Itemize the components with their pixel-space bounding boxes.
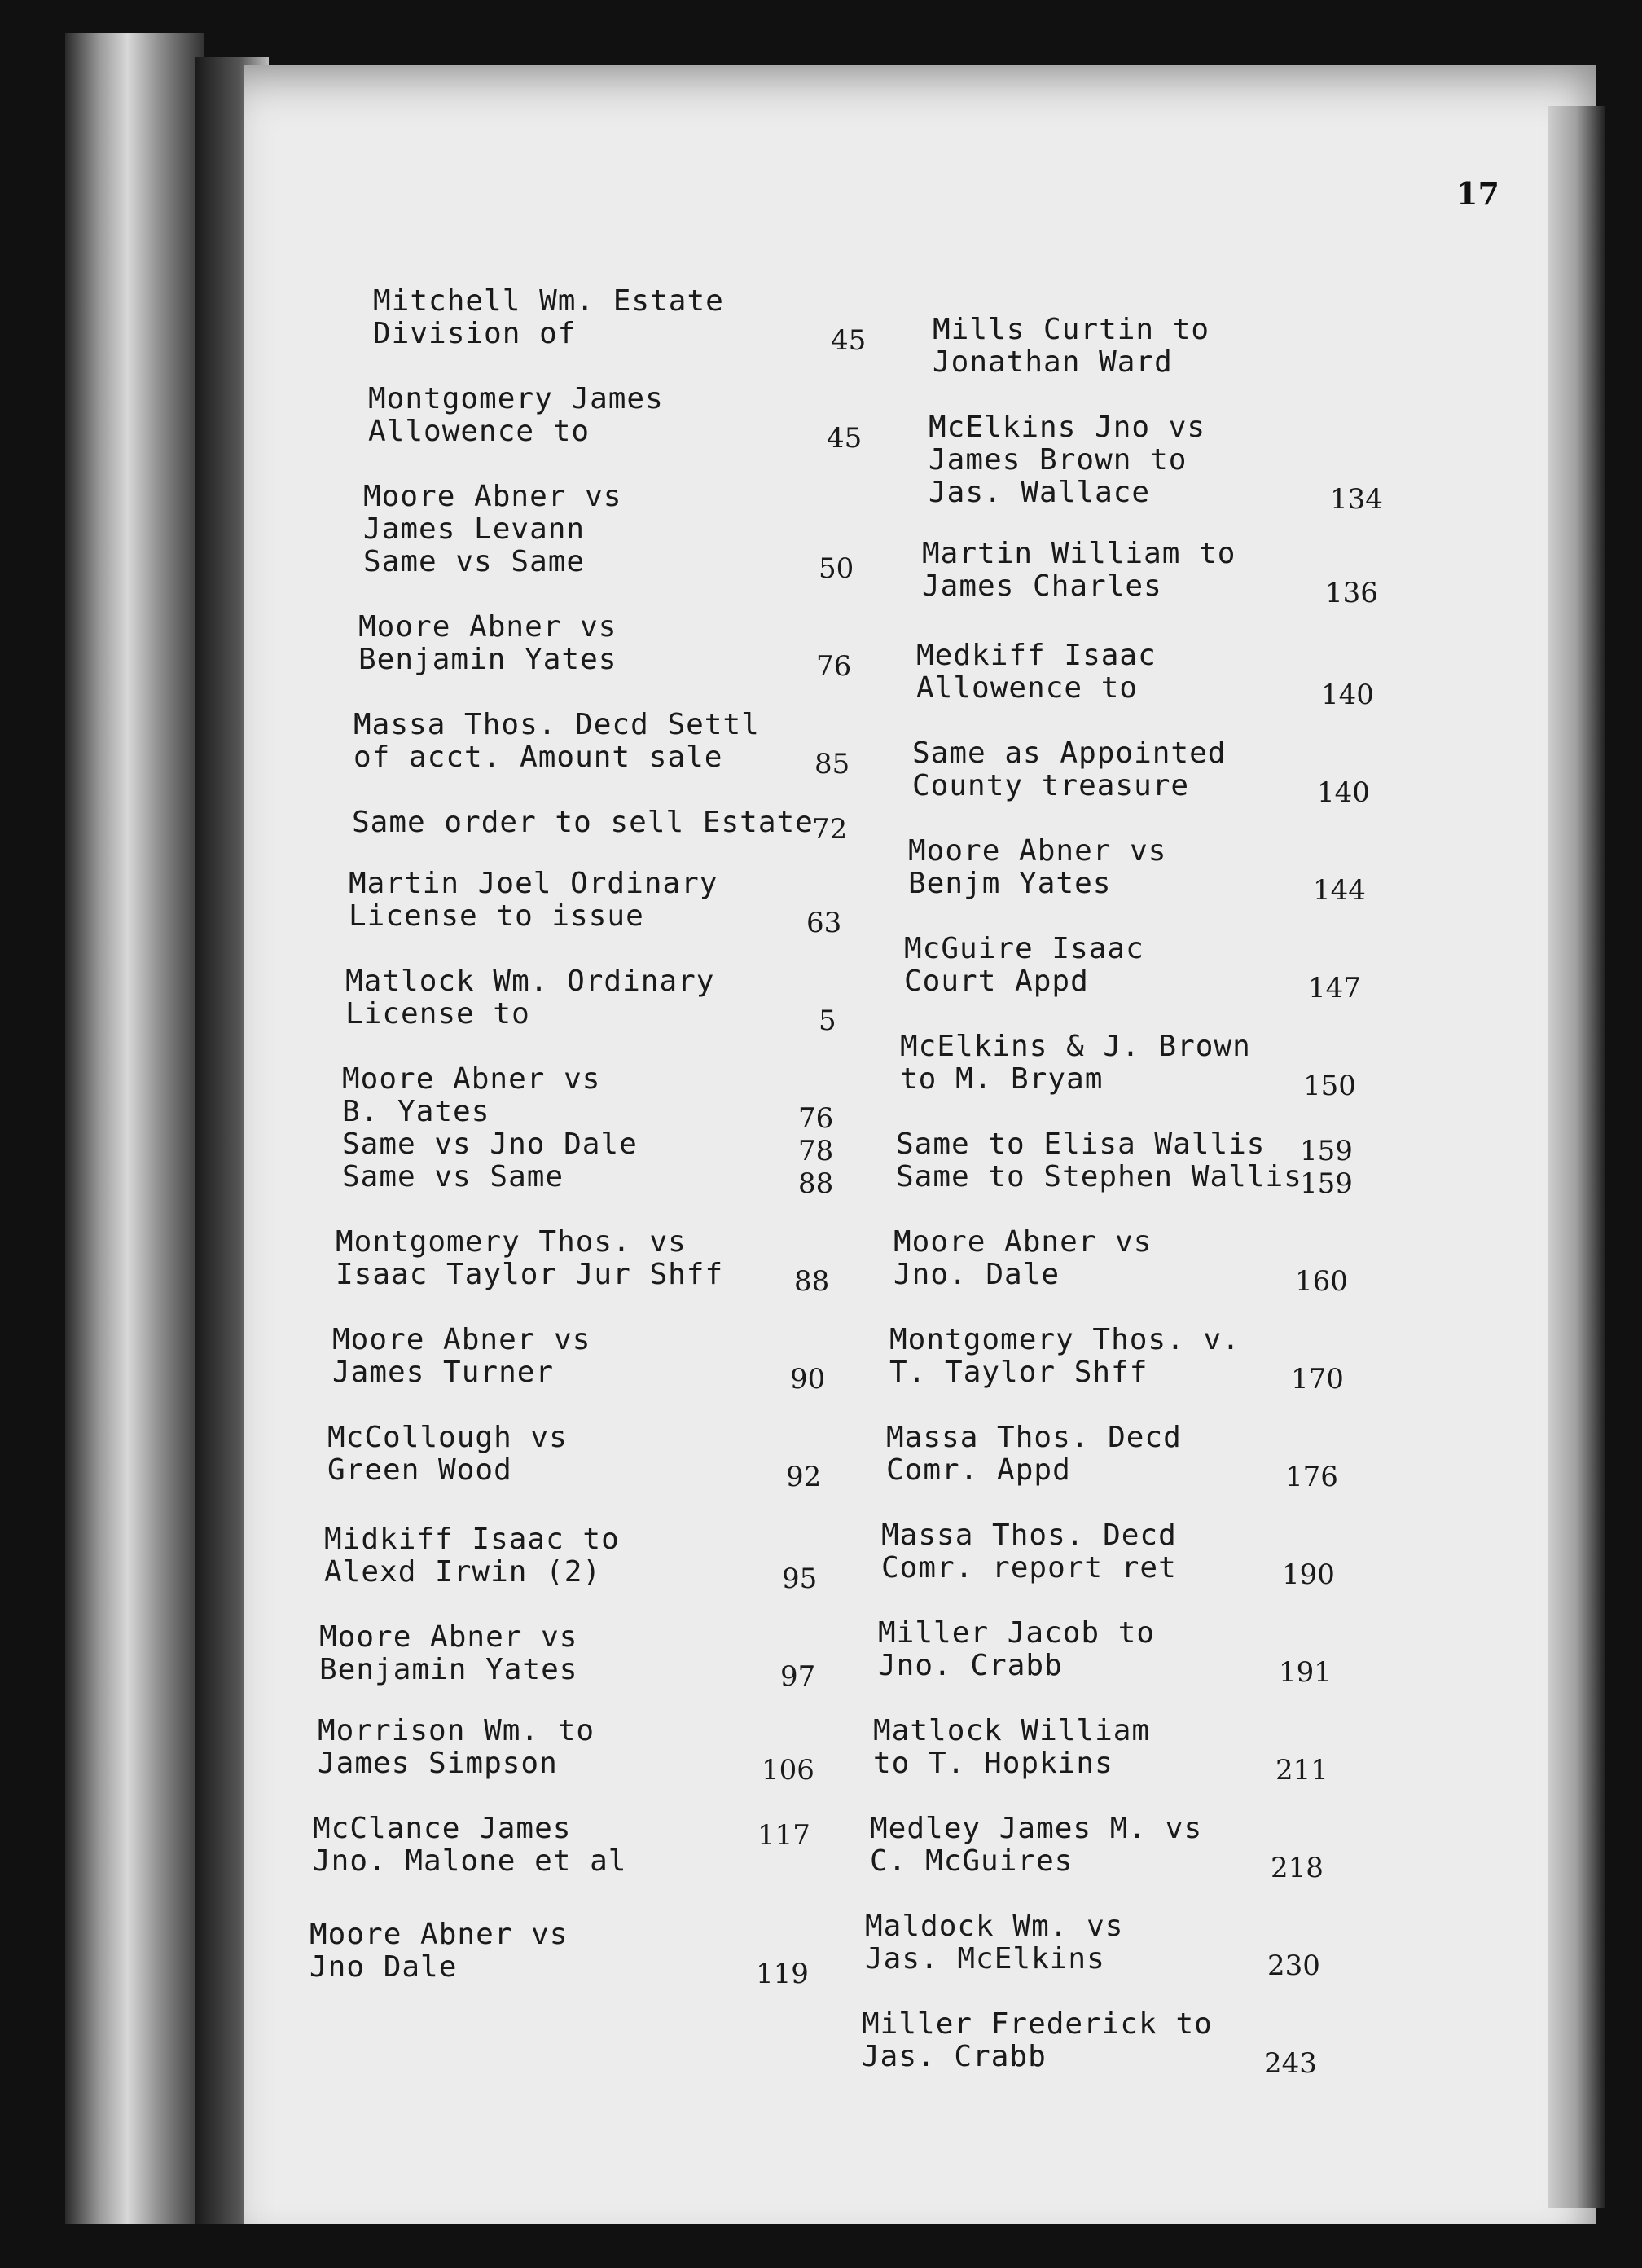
left-column-entry (368, 383, 664, 448)
page-reference: 45 (827, 422, 863, 455)
entry-text-line: Matlock Wm. Ordinary (345, 965, 715, 998)
page-reference: 92 (786, 1461, 822, 1493)
entry-text-line: Moore Abner vs (342, 1062, 601, 1096)
entry-text-line: Benjamin Yates (358, 643, 617, 676)
left-column-entry (324, 1523, 620, 1589)
entry-text-line: Mitchell Wm. Estate (373, 284, 724, 318)
entry-text-line: Massa Thos. Decd Settl (353, 708, 760, 741)
page-reference: 78 (798, 1135, 834, 1167)
page-reference: 119 (756, 1958, 809, 1990)
entry-text-line: License to issue (349, 899, 644, 933)
page-edge (1548, 106, 1605, 2208)
left-column-entry (352, 807, 814, 839)
page-reference: 76 (816, 650, 852, 683)
entry-text-line: Comr. report ret (881, 1551, 1177, 1585)
entry-text-line: Mills Curtin to (933, 313, 1210, 346)
entry-text-line: Moore Abner vs (310, 1918, 569, 1951)
entry-text-line: Jno. Crabb (878, 1649, 1063, 1682)
entry-text-line: Isaac Taylor Jur Shff (336, 1258, 724, 1291)
right-column-entry (922, 538, 1236, 603)
page-number: 17 (1456, 175, 1499, 212)
entry-text-line: Same order to sell Estate (352, 806, 814, 839)
entry-text-line: Moore Abner vs (319, 1620, 578, 1654)
left-column-entry (373, 285, 724, 350)
entry-text-line: Montgomery Thos. vs (336, 1225, 687, 1259)
page-reference: 176 (1285, 1461, 1338, 1493)
left-column-entry (336, 1226, 723, 1291)
page-reference: 159 (1300, 1135, 1353, 1167)
entry-text-line: of acct. Amount sale (353, 741, 723, 774)
entry-text-line: Miller Frederick to (862, 2007, 1213, 2041)
page-reference: 230 (1267, 1949, 1320, 1982)
entry-text-line: Same to Stephen Wallis (896, 1160, 1302, 1193)
page-reference: 134 (1330, 483, 1383, 516)
entry-text-line: Massa Thos. Decd (881, 1519, 1177, 1552)
left-column-entry (319, 1621, 577, 1686)
page-reference: 170 (1291, 1363, 1344, 1396)
entry-text-line: Same vs Same (363, 545, 586, 578)
entry-text-line: Matlock William (873, 1714, 1151, 1747)
entry-text-line: Same vs Jno Dale (342, 1127, 638, 1161)
page-reference: 88 (794, 1265, 830, 1298)
entry-text-line: Miller Jacob to (878, 1616, 1156, 1650)
entry-text-line: Jas. Crabb (862, 2040, 1047, 2073)
entry-text-line: Allowence to (916, 671, 1139, 705)
right-column-entry (896, 1128, 1302, 1193)
page-reference: 159 (1300, 1167, 1353, 1200)
right-column-entry (916, 640, 1157, 705)
right-column-entry (886, 1422, 1182, 1487)
entry-text-line: James Brown to (929, 443, 1188, 477)
entry-text-line: License to (345, 997, 530, 1031)
page-reference: 140 (1317, 776, 1370, 809)
entry-text-line: Medley James M. vs (870, 1812, 1203, 1845)
right-column-entry (893, 1226, 1152, 1291)
entry-text-line: Benjm Yates (908, 867, 1112, 900)
page-reference: 85 (814, 748, 850, 780)
page-reference: 76 (798, 1102, 834, 1135)
entry-text-line: to T. Hopkins (873, 1747, 1113, 1780)
page-reference: 150 (1303, 1070, 1356, 1102)
entry-text-line: Moore Abner vs (893, 1225, 1152, 1259)
entry-text-line: McGuire Isaac (904, 932, 1144, 965)
entry-text-line: Green Wood (327, 1453, 512, 1487)
page-reference: 72 (812, 813, 848, 846)
entry-text-line: Same to Elisa Wallis (896, 1127, 1266, 1161)
left-column-entry (310, 1919, 568, 1984)
entry-text-line: Court Appd (904, 965, 1089, 998)
left-column-entry (313, 1813, 626, 1878)
page-reference: 90 (790, 1363, 826, 1396)
right-column-entry (873, 1715, 1150, 1780)
page-reference: 136 (1325, 577, 1378, 609)
entry-text-line: Jas. McElkins (865, 1942, 1105, 1976)
right-column-entry (870, 1813, 1202, 1878)
entry-text-line: McElkins & J. Brown (900, 1030, 1251, 1063)
entry-text-line: Moore Abner vs (363, 480, 622, 513)
entry-text-line: James Levann (363, 512, 586, 546)
left-column-entry (318, 1715, 595, 1780)
right-column-entry (865, 1910, 1123, 1976)
page-reference: 218 (1271, 1852, 1324, 1884)
entry-text-line: Midkiff Isaac to (324, 1523, 620, 1556)
entry-text-line: Massa Thos. Decd (886, 1421, 1182, 1454)
entry-text-line: Montgomery James (368, 382, 664, 415)
entry-text-line: Moore Abner vs (332, 1323, 591, 1356)
entry-text-line: to M. Bryam (900, 1062, 1104, 1096)
entry-text-line: Martin Joel Ordinary (349, 867, 718, 900)
entry-text-line: Morrison Wm. to (318, 1714, 595, 1747)
page-reference: 243 (1264, 2047, 1317, 2080)
entry-text-line: McElkins Jno vs (929, 411, 1206, 444)
entry-text-line: James Turner (332, 1356, 555, 1389)
entry-text-line: Moore Abner vs (908, 834, 1167, 868)
right-column-entry (908, 835, 1166, 900)
right-column-entry (929, 411, 1205, 509)
page-reference: 63 (806, 907, 842, 939)
entry-text-line: Montgomery Thos. v. (889, 1323, 1240, 1356)
page-reference: 50 (819, 552, 854, 585)
entry-text-line: Jno Dale (310, 1950, 458, 1984)
entry-text-line: Maldock Wm. vs (865, 1910, 1124, 1943)
right-column-entry (862, 2008, 1213, 2073)
page-reference: 95 (782, 1563, 818, 1595)
entry-text-line: Division of (373, 317, 577, 350)
entry-text-line: Martin William to (922, 537, 1236, 570)
entry-text-line: Benjamin Yates (319, 1653, 578, 1686)
entry-text-line: Jno. Dale (893, 1258, 1060, 1291)
page-reference: 190 (1282, 1558, 1335, 1591)
left-column-entry (345, 965, 714, 1031)
page-reference: 147 (1308, 972, 1361, 1004)
entry-text-line: Alexd Irwin (2) (324, 1555, 602, 1589)
entry-text-line: Moore Abner vs (358, 610, 617, 644)
right-column-entry (904, 933, 1144, 998)
entry-text-line: Jno. Malone et al (313, 1844, 627, 1878)
entry-text-line: Jonathan Ward (933, 345, 1173, 379)
page-reference: 97 (780, 1660, 816, 1693)
entry-text-line: McCollough vs (327, 1421, 568, 1454)
page-reference: 211 (1275, 1754, 1328, 1787)
page-reference: 191 (1279, 1656, 1332, 1689)
left-column-entry (349, 868, 718, 933)
entry-text-line: Allowence to (368, 415, 591, 448)
left-column-entry (363, 481, 621, 578)
page-reference: 160 (1295, 1265, 1348, 1298)
page-reference: 5 (819, 1004, 836, 1037)
entry-text-line: T. Taylor Shff (889, 1356, 1148, 1389)
page-reference: 106 (762, 1754, 814, 1787)
entry-text-line: Comr. Appd (886, 1453, 1071, 1487)
page-reference: 117 (757, 1819, 810, 1852)
right-column-entry (933, 314, 1210, 379)
entry-text-line: James Simpson (318, 1747, 558, 1780)
left-column-entry (353, 709, 760, 774)
entry-text-line: McClance James (313, 1812, 572, 1845)
right-column-entry (881, 1519, 1177, 1585)
right-column-entry (889, 1324, 1240, 1389)
right-column-entry (878, 1617, 1155, 1682)
entry-text-line: Jas. Wallace (929, 476, 1151, 509)
entry-text-line: County treasure (912, 769, 1190, 802)
entry-text-line: Same vs Same (342, 1160, 564, 1193)
binding-strip (65, 33, 204, 2224)
entry-text-line: B. Yates (342, 1095, 490, 1128)
entry-text-line: Medkiff Isaac (916, 639, 1157, 672)
entry-text-line: C. McGuires (870, 1844, 1073, 1878)
left-column-entry (358, 611, 617, 676)
page-reference: 88 (798, 1167, 834, 1200)
page-reference: 45 (831, 324, 867, 357)
right-column-entry (900, 1031, 1251, 1096)
left-column-entry (342, 1063, 638, 1193)
page-reference: 140 (1321, 679, 1374, 711)
entry-text-line: Same as Appointed (912, 736, 1227, 770)
page-reference: 144 (1313, 874, 1366, 907)
left-column-entry (327, 1422, 568, 1487)
left-column-entry (332, 1324, 591, 1389)
entry-text-line: James Charles (922, 569, 1162, 603)
right-column-entry (912, 737, 1226, 802)
